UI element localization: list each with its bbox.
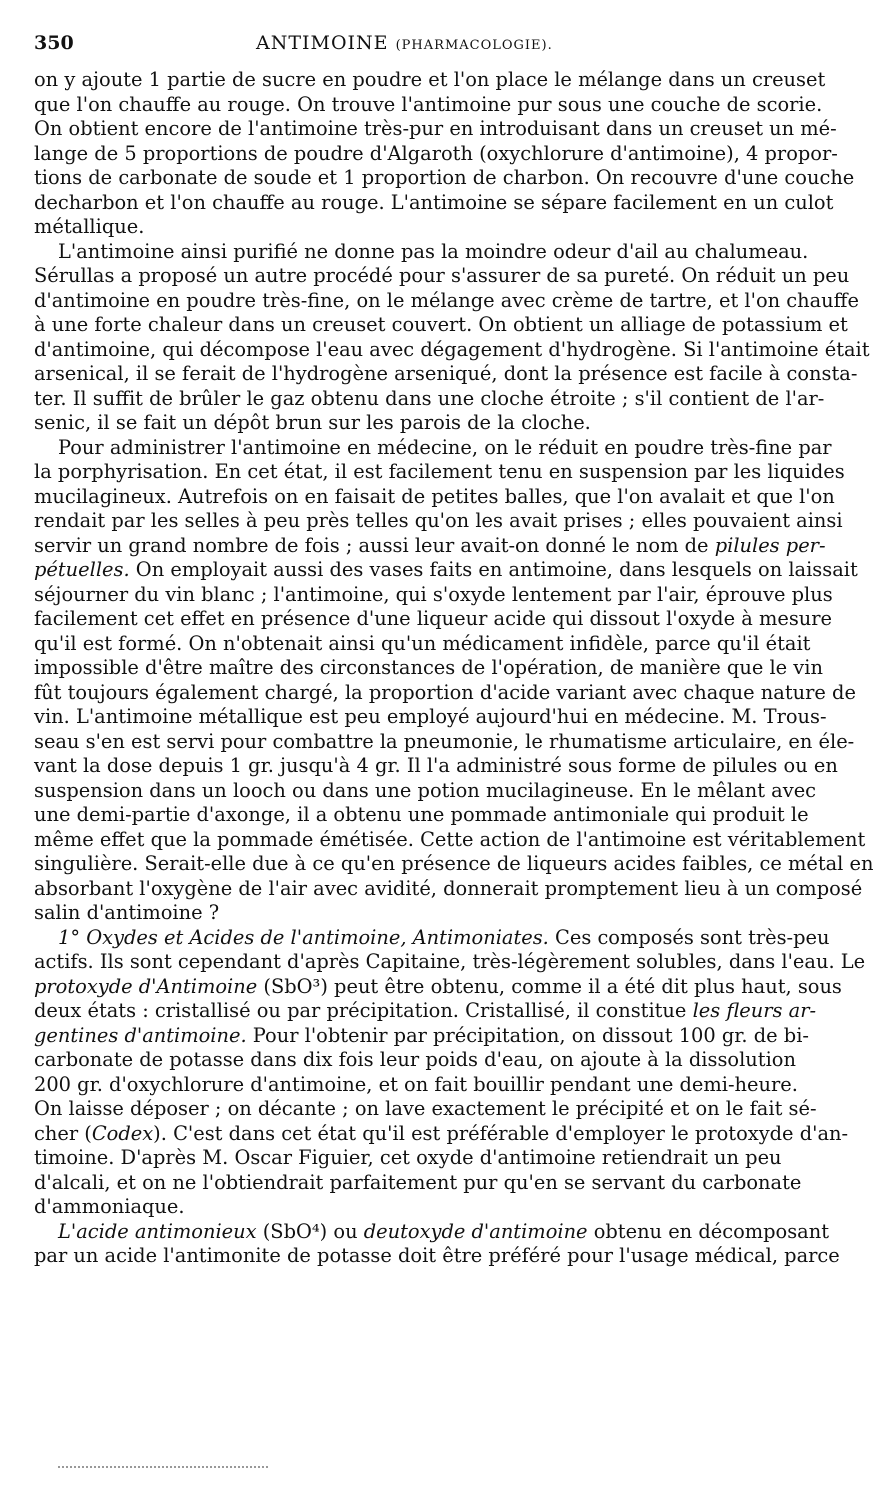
- text-run: impossible d'être maître des circonstances de l'opération, de manière que le vin: [34, 656, 823, 679]
- text-line: [34, 974, 842, 1000]
- running-title-main: ANTIMOINE: [256, 32, 389, 54]
- text-line: [34, 631, 811, 657]
- text-run: d'ammoniaque.: [34, 1195, 185, 1218]
- italic-run: deutoxyde d'antimoine: [363, 1219, 588, 1243]
- text-line: [34, 117, 837, 142]
- text-run: cher (: [34, 1121, 92, 1145]
- text-line: [34, 656, 823, 681]
- running-header: [34, 30, 770, 60]
- text-line: [34, 1121, 849, 1147]
- text-run: vant la dose depuis 1 gr. jusqu'à 4 gr. Il l'a administré sous forme de pilules ou en: [34, 754, 838, 777]
- text-line: [34, 876, 863, 902]
- body-text: [34, 68, 874, 1269]
- italic-run: pétuelles.: [34, 558, 130, 581]
- text-run: Pour l'obtenir par précipitation, on dissout 100 gr. de bi-: [246, 1023, 809, 1047]
- text-run: Sérullas a proposé un autre procédé pour s'assurer de sa pureté. On réduit un peu: [34, 264, 850, 287]
- italic-run: pilules per-: [714, 533, 826, 557]
- text-run: senic, il se fait un dépôt brun sur les parois de la cloche.: [34, 411, 591, 434]
- text-line: [34, 1170, 802, 1196]
- text-run: salin d'antimoine ?: [34, 901, 220, 924]
- text-run: une demi-partie d'axonge, il a obtenu une pommade antimoniale qui produit le: [34, 803, 809, 826]
- text-run: carbonate de potasse dans dix fois leur poids d'eau, on ajoute à la dissolution: [34, 1048, 796, 1071]
- text-run: à une forte chaleur dans un creuset couvert. On obtient un alliage de potassium et: [34, 313, 848, 336]
- text-line: [34, 1146, 782, 1171]
- text-run: métallique.: [34, 215, 145, 238]
- text-run: On employait aussi des vases faits en antimoine, dans lesquels on laissait: [129, 558, 858, 581]
- text-line: [34, 754, 838, 779]
- text-run: rendait par les selles à peu près telles qu'on les avait prises ; elles pouvaient ainsi: [34, 509, 843, 532]
- text-line: [34, 288, 859, 314]
- text-line: [34, 901, 762, 926]
- text-run: L'antimoine ainsi purifié ne donne pas la moindre odeur d'ail au chalumeau.: [58, 239, 809, 263]
- text-run: tions de carbonate de soude et 1 proportion de charbon. On recouvre d'une couche: [34, 166, 855, 189]
- text-line: [34, 1195, 762, 1220]
- page-number: 350: [34, 32, 74, 54]
- text-line: [34, 313, 848, 338]
- text-run: seau s'en est servi pour combattre la pneumonie, le rhumatisme articulaire, en éle-: [34, 729, 855, 753]
- text-line: [34, 484, 835, 510]
- text-line: [34, 92, 823, 118]
- text-run: suspension dans un looch ou dans une potion mucilagineuse. En le mêlant avec: [34, 778, 817, 802]
- footer-smudge: [58, 1466, 268, 1470]
- text-line: [34, 215, 762, 240]
- text-run: servir un grand nombre de fois ; aussi leur avait-on donné le nom de: [34, 533, 715, 557]
- text-line: [34, 533, 826, 559]
- text-line: [34, 852, 874, 877]
- text-line: [34, 435, 832, 461]
- text-run: la porphyrisation. En cet état, il est facilement tenu en suspension par les liquides: [34, 460, 845, 483]
- text-run: absorbant l'oxygène de l'air avec avidité, donnerait promptement lieu à un composé: [34, 876, 863, 900]
- text-line: [34, 607, 833, 632]
- text-run: d'alcali, et on ne l'obtiendrait parfaitement pur qu'en se servant du carbonate: [34, 1170, 802, 1194]
- italic-run: protoxyde d'Antimoine: [34, 974, 258, 998]
- text-line: [34, 705, 827, 730]
- text-run: qu'il est formé. On n'obtenait ainsi qu'un médicament infidèle, parce qu'il était: [34, 631, 811, 655]
- italic-run: gentines d'antimoine.: [34, 1023, 247, 1047]
- text-run: timoine. D'après M. Oscar Figuier, cet oxyde d'antimoine retiendrait un peu: [34, 1146, 782, 1169]
- text-line: [34, 558, 858, 583]
- italic-run: 1° Oxydes et Acides de l'antimoine, Antimoniates.: [58, 925, 549, 949]
- text-line: [34, 1072, 798, 1098]
- text-run: vin. L'antimoine métallique est peu employé aujourd'hui en médecine. M. Trous-: [34, 705, 827, 728]
- text-line: [34, 460, 845, 485]
- text-run: que l'on chauffe au rouge. On trouve l'antimoine pur sous une couche de scorie.: [34, 92, 823, 116]
- text-run: Pour administrer l'antimoine en médecine, on le réduit en poudre très-fine par: [58, 435, 832, 459]
- italic-run: L'acide antimonieux: [58, 1219, 257, 1243]
- text-run: obtenu en décomposant: [587, 1219, 830, 1243]
- text-line: [34, 1097, 817, 1122]
- text-line: [34, 1048, 796, 1073]
- text-line: [34, 582, 833, 608]
- text-run: decharbon et l'on chauffe au rouge. L'antimoine se sépare facilement en un culot: [34, 190, 834, 214]
- text-run: ter. Il suffit de brûler le gaz obtenu dans une cloche étroite ; s'il contient de l'ar-: [34, 386, 825, 410]
- text-line: [34, 141, 838, 167]
- text-line: [34, 925, 830, 951]
- text-run: singulière. Serait-elle due à ce qu'en présence de liqueurs acides faibles, ce métal en: [34, 852, 874, 875]
- running-title-sub: (PHARMACOLOGIE).: [395, 38, 553, 53]
- text-run: fût toujours également chargé, la proportion d'acide variant avec chaque nature de: [34, 680, 856, 704]
- text-run: (SbO⁴) ou: [256, 1219, 364, 1243]
- text-line: [34, 827, 866, 853]
- text-run: On laisse déposer ; on décante ; on lave exactement le précipité et on le fait sé-: [34, 1097, 817, 1120]
- text-line: [34, 239, 809, 265]
- text-run: même effet que la pommade émétisée. Cette action de l'antimoine est véritablement: [34, 827, 866, 851]
- text-run: on y ajoute 1 partie de sucre en poudre et l'on place le mélange dans un creuset: [34, 68, 826, 91]
- italic-run: Codex: [91, 1121, 154, 1145]
- text-line: [34, 1244, 840, 1269]
- text-line: [34, 337, 870, 363]
- text-run: 200 gr. d'oxychlorure d'antimoine, et on fait bouillir pendant une demi-heure.: [34, 1072, 798, 1096]
- text-line: [34, 411, 762, 436]
- text-line: [34, 509, 843, 534]
- text-line: [34, 166, 855, 191]
- text-run: ). C'est dans cet état qu'il est préférable d'employer le protoxyde d'an-: [153, 1121, 849, 1145]
- text-run: d'antimoine en poudre très-fine, on le mélange avec crème de tartre, et l'on chauffe: [34, 288, 859, 312]
- text-run: arsenical, il se ferait de l'hydrogène arseniqué, dont la présence est facile à consta-: [34, 362, 858, 385]
- text-line: [34, 1023, 809, 1049]
- text-line: [34, 680, 856, 706]
- text-run: deux états : cristallisé ou par précipitation. Cristallisé, il constitue: [34, 999, 693, 1022]
- text-line: [34, 190, 834, 216]
- text-run: séjourner du vin blanc ; l'antimoine, qui s'oxyde lentement par l'air, éprouve plus: [34, 582, 833, 606]
- running-title: [256, 32, 553, 54]
- text-line: [34, 386, 825, 412]
- text-line: [34, 950, 866, 975]
- text-run: actifs. Ils sont cependant d'après Capitaine, très-légèrement solubles, dans l'eau. Le: [34, 950, 866, 973]
- text-line: [34, 999, 817, 1024]
- text-run: mucilagineux. Autrefois on en faisait de petites balles, que l'on avalait et que l'on: [34, 484, 835, 508]
- italic-run: les fleurs ar-: [692, 999, 817, 1022]
- text-line: [34, 729, 855, 755]
- text-run: par un acide l'antimonite de potasse doit être préféré pour l'usage médical, parce: [34, 1244, 840, 1267]
- text-line: [34, 264, 850, 289]
- text-run: Ces composés sont très-peu: [548, 925, 830, 949]
- text-run: d'antimoine, qui décompose l'eau avec dégagement d'hydrogène. Si l'antimoine était: [34, 337, 870, 361]
- text-line: [34, 362, 858, 387]
- text-line: [34, 68, 826, 93]
- text-line: [34, 803, 809, 828]
- text-run: lange de 5 proportions de poudre d'Algaroth (oxychlorure d'antimoine), 4 propor-: [34, 141, 838, 165]
- text-line: [34, 1219, 830, 1245]
- text-run: On obtient encore de l'antimoine très-pur en introduisant dans un creuset un mé-: [34, 117, 837, 140]
- text-run: facilement cet effet en présence d'une liqueur acide qui dissout l'oxyde à mesure: [34, 607, 833, 630]
- text-run: (SbO³) peut être obtenu, comme il a été dit plus haut, sous: [257, 974, 842, 998]
- text-line: [34, 778, 817, 804]
